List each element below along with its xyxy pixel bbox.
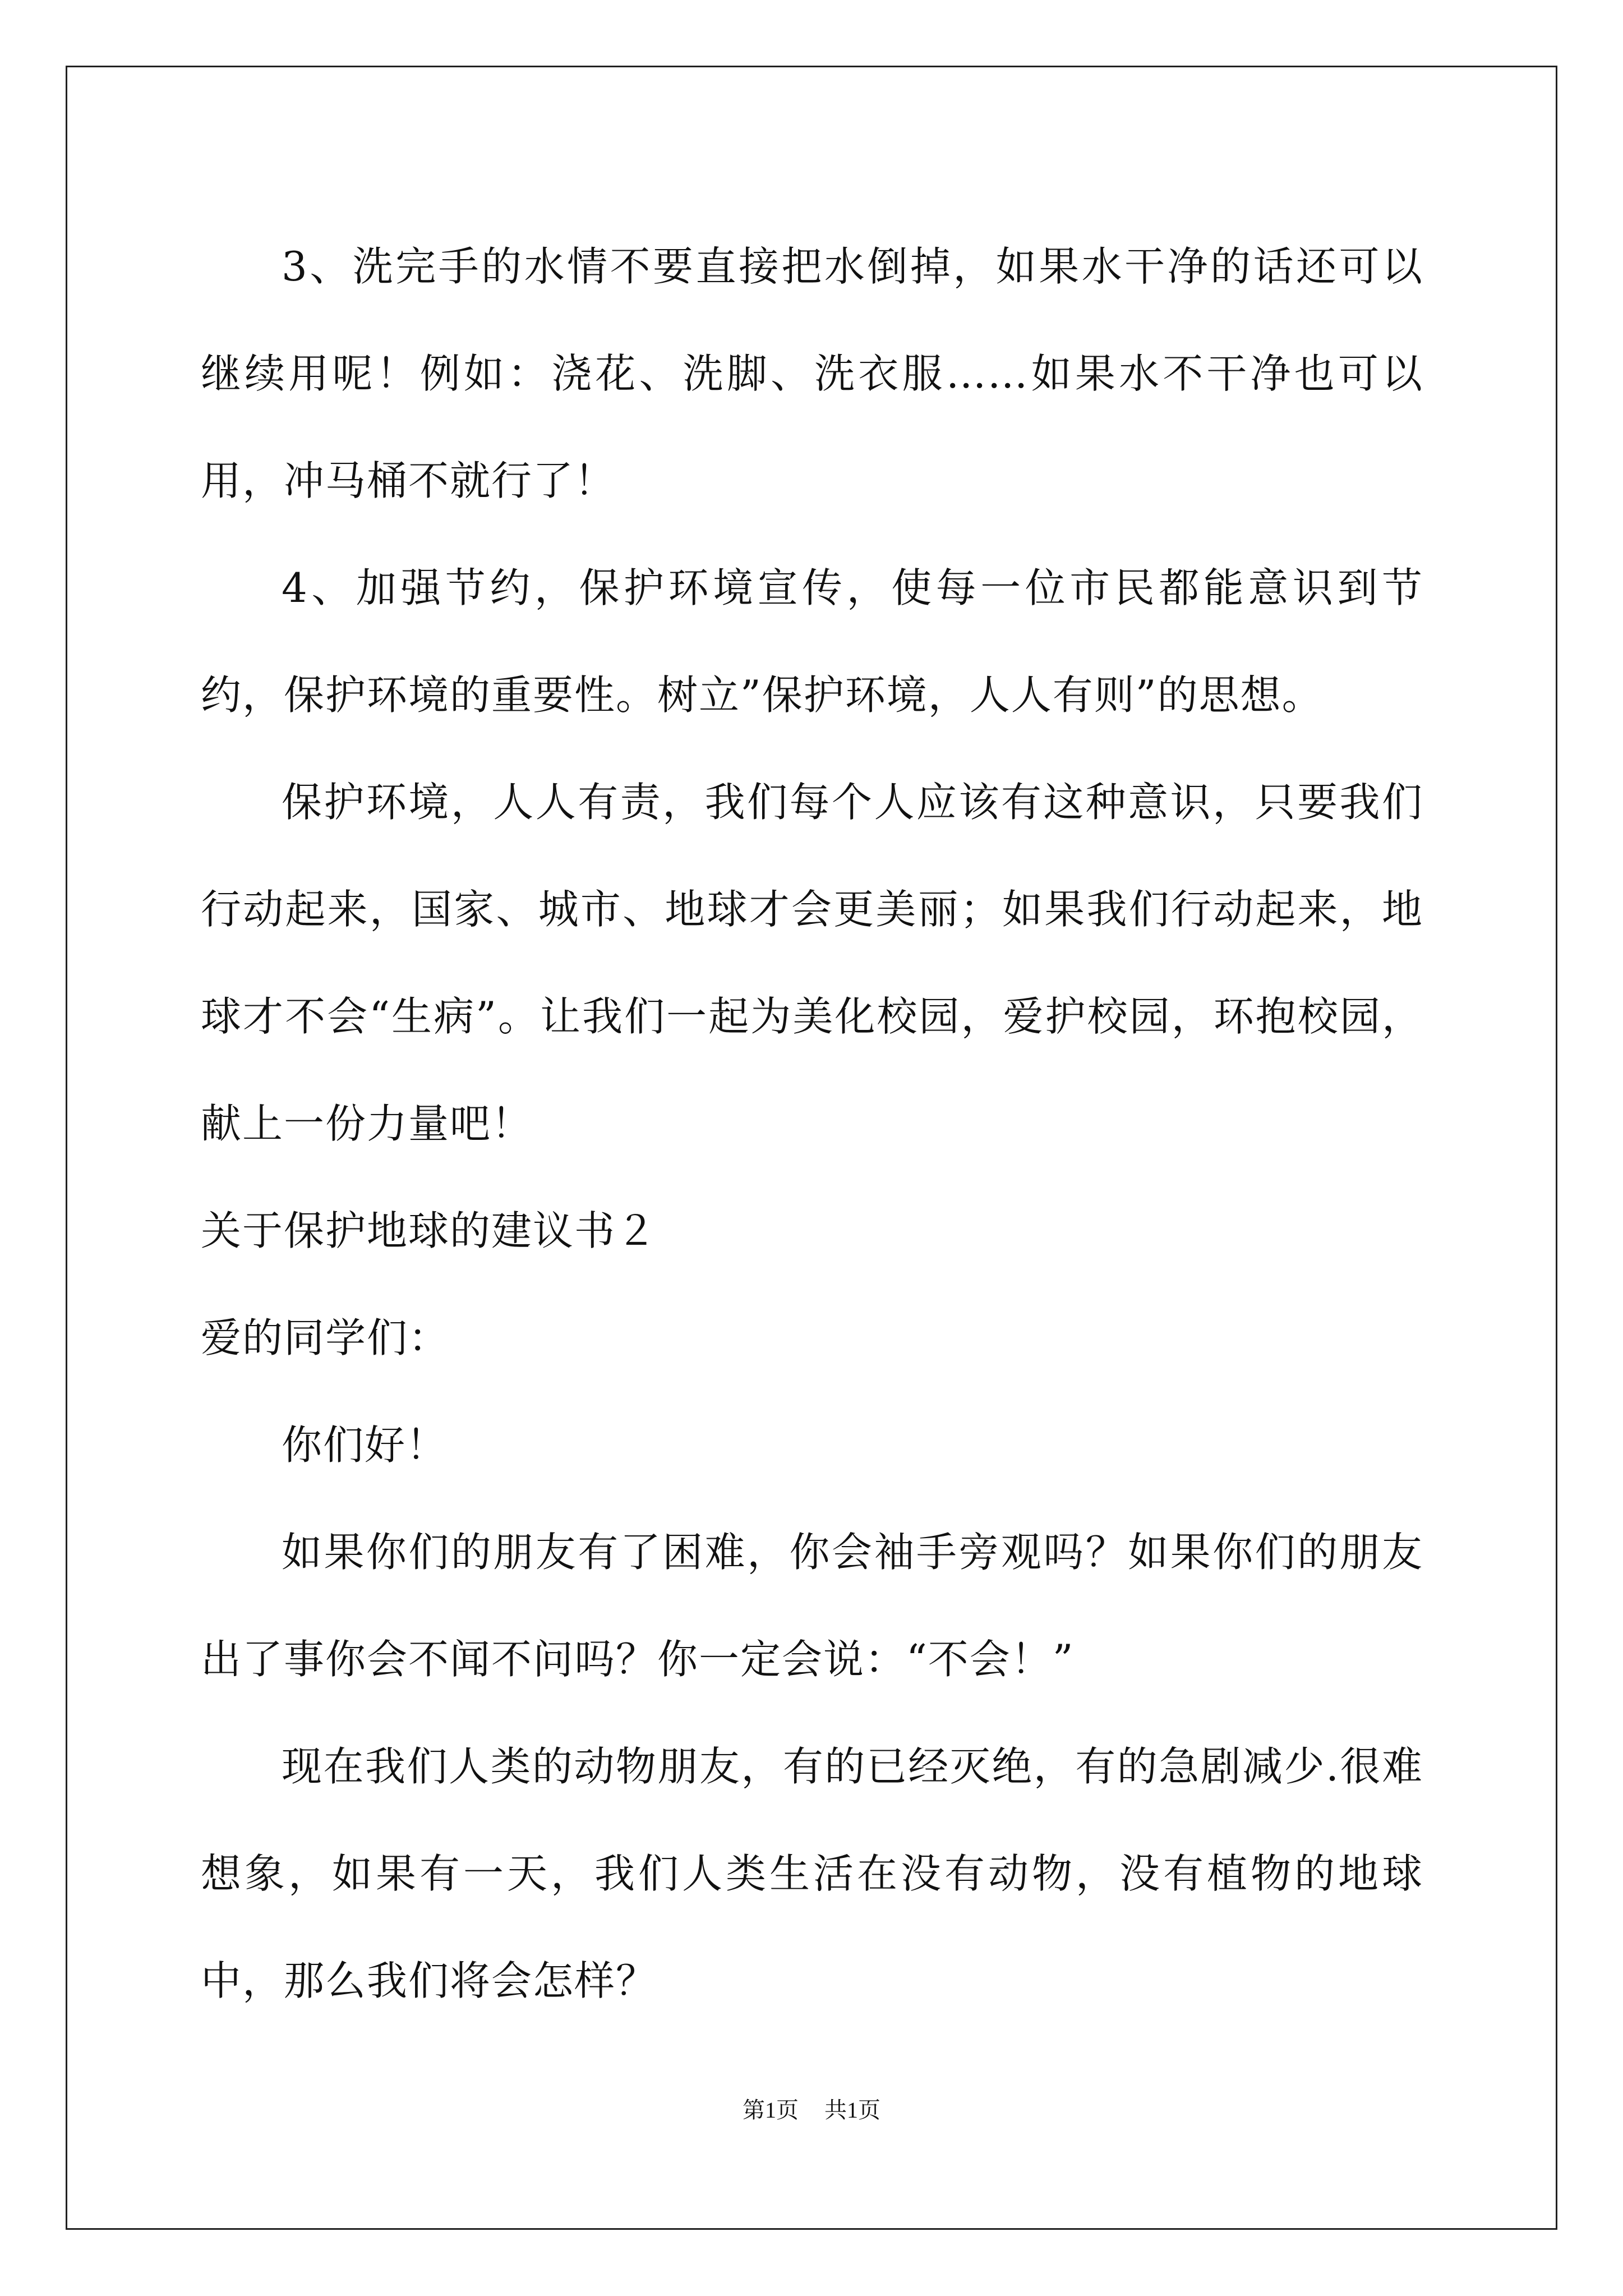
- greeting: 你们好！: [282, 1421, 448, 1469]
- paragraph-conclusion: 保护环境，人人有责，我们每个人应该有这种意识，只要我们行动起来，国家、城市、地球才会更美丽；如果我们行动起来，地球才不会“生病”。让我们一起为美化校园，爱护校园，环抱校园，献上一份力量吧！: [201, 779, 1423, 1147]
- page-number: 第1页: [743, 2097, 799, 2123]
- section-heading: 关于保护地球的建议书２: [201, 1207, 658, 1254]
- paragraph-tip-3: 3、洗完手的水情不要直接把水倒掉，如果水干净的话还可以继续用呢！例如：浇花、洗脚、洗衣服……如果水不干净也可以用，冲马桶不就行了！: [201, 243, 1423, 504]
- page-total: 共1页: [824, 2097, 880, 2123]
- paragraph-friends: 如果你们的朋友有了困难，你会袖手旁观吗？如果你们的朋友出了事你会不闻不问吗？你一定会说：“不会！”: [201, 1529, 1423, 1683]
- paragraph-animals: 现在我们人类的动物朋友，有的已经灭绝，有的急剧减少.很难想象，如果有一天，我们人类生活在没有动物，没有植物的地球中，那么我们将会怎样？: [201, 1743, 1423, 2004]
- page-footer: [0, 2097, 1623, 2124]
- paragraph-tip-4: 4、加强节约，保护环境宣传，使每一位市民都能意识到节约，保护环境的重要性。树立”保护环境，人人有则”的思想。: [201, 564, 1423, 719]
- document-body: [201, 213, 1423, 2035]
- salutation: 爱的同学们：: [201, 1314, 450, 1361]
